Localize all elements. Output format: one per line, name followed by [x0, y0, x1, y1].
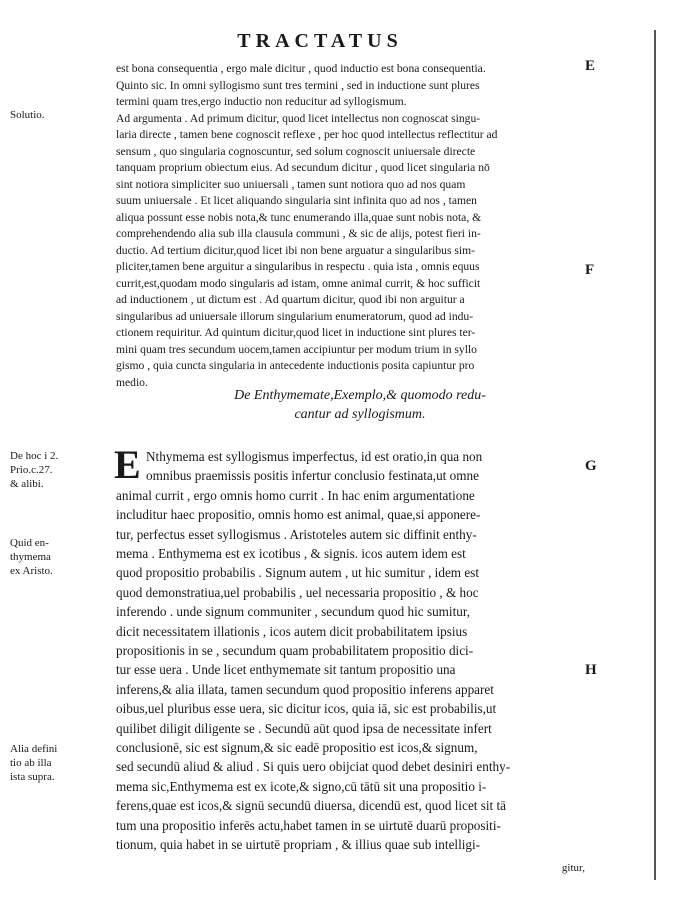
text-line: quod propositio probabilis . Signum autem , ut hic sumitur , idem est — [116, 565, 479, 581]
text-line: tur esse uera . Unde licet enthymemate sit tantum propositio una — [116, 662, 456, 678]
page-header: TRACTATUS — [237, 30, 403, 52]
margin-letter-f: F — [585, 262, 595, 278]
text-line: sint notiora simpliciter suo uniuersali , tamen sunt notiora quo ad nos quam — [116, 177, 466, 191]
text-line: est bona consequentia , ergo male dicitur , quod inductio est bona consequentia. — [116, 62, 486, 75]
side-note-alia-1: Alia defini — [10, 743, 58, 755]
side-note-ref-3: & alibi. — [10, 478, 44, 490]
margin-letter-h: H — [585, 662, 597, 678]
catchword: gitur, — [561, 862, 585, 874]
page-edge-line — [654, 30, 656, 880]
side-note-alia-2: tio ab illa — [10, 757, 52, 769]
text-line: ad inductionem , ut dictum est . Ad quartum dicitur, quod ibi non arguitur a — [116, 293, 465, 306]
text-line: conclusionē, sic est signum,& sic eadē propositio est icos,& signum, — [116, 740, 478, 755]
text-line: Quinto sic. In omni syllogismo sunt tres termini , sed in inductione sunt plures — [116, 78, 480, 92]
text-line: quod demonstratiua,uel probabilis , uel necessaria propositio , & hoc — [116, 584, 479, 600]
text-line: termini quam tres,ergo inductio non reducitur ad syllogismum. — [116, 95, 407, 108]
text-line: inferens,& alia illata, tamen secundum quod propositio inferens apparet — [116, 681, 494, 697]
text-line: aliqua possunt esse nobis nota,& tunc enumerando illa,quae sunt nobis nota, & — [116, 210, 482, 224]
text-line: sensum , quo singularia cognoscuntur, sed solum cognoscit uniuersale directe — [116, 144, 476, 158]
text-line: dicit necessitatem illationis , icos autem dicit probabilitatem ipsius — [116, 623, 468, 639]
margin-letter-e: E — [585, 58, 596, 74]
text-line: comprehendendo alia sub illa clausula communi , & sic de alijs, potest fieri in- — [116, 227, 481, 240]
text-line: quilibet diligit diligente se . Secundū aūt quod ipsa de necessitate infert — [116, 720, 492, 736]
side-note-quid-2: thymema — [10, 551, 51, 563]
side-note-ref-2: Prio.c.27. — [10, 464, 53, 476]
side-note-solutio: Solutio. — [10, 109, 45, 121]
text-line: ductio. Ad tertium dicitur,quod licet ibi non bene arguatur a singularibus sim- — [116, 243, 475, 257]
text-line: inferendo . unde signum communiter , secundum quod hic sumitur, — [116, 604, 471, 620]
text-line: currit,est,quodam modo singularis ad istam, omne animal currit, & hoc sufficit — [116, 276, 481, 290]
text-line: propositionis in se , secundum quam probabilitatem propositio dici- — [116, 643, 474, 658]
text-line: mema sic,Enthymema est ex icote,& signo,cū tātū sit una propositio i- — [116, 778, 487, 794]
side-note-alia-3: ista supra. — [10, 771, 55, 783]
text-line: tionum, quia habet in se uirtutē propriam , & illius quae sub intelligi- — [116, 837, 481, 852]
text-line: mema . Enthymema est ex icotibus , & signis. icos autem idem est — [116, 546, 466, 561]
text-line: sed secundū aliud & aliud . Si quis uero obijciat quod debet desiniri enthy- — [116, 759, 511, 775]
text-line: animal currit , ergo omnis homo currit . In hac enim argumentatione — [116, 487, 475, 503]
text-line: tur, perfectus esset syllogismus . Aristoteles autem sic diffinit enthy- — [116, 526, 477, 542]
text-line: Ad argumenta . Ad primum dicitur, quod licet intellectus non cognoscat singu- — [116, 111, 481, 125]
text-line: oibus,uel pluribus esse uera, sic dicitur icos, quia iā, sic est probabilis,ut — [116, 701, 497, 717]
text-line: mini quam tres secundum uocem,tamen accipiuntur per modum trium in syllo — [116, 342, 477, 356]
text-line: includitur haec propositio, omnis homo est animal, quae,si apponere- — [116, 507, 481, 523]
text-line: laria directe , tamen bene cognoscit reflexe , per hoc quod intellectus reflectitur ad — [116, 128, 498, 141]
text-line: tum una propositio inferēs actu,habet tamen in se uirtutē duarū propositi- — [116, 817, 501, 833]
section-title-line-1: De Enthymemate,Exemplo,& quomodo redu- — [234, 388, 486, 403]
text-line: suum uniuersale . Et licet aliquando singularia sint infinita quo ad nos , tamen — [116, 194, 477, 207]
text-line: ferens,quae est icos,& signū secundū diuersa, dicendū est, quod licet sit tā — [116, 798, 507, 814]
side-note-quid-3: ex Aristo. — [10, 565, 53, 577]
side-note-ref-1: De hoc i 2. — [10, 450, 59, 462]
text-line: medio. — [116, 375, 148, 389]
text-line: singularibus ad uniuersale illorum singularium enumeratorum, quod ad indu- — [116, 309, 474, 323]
text-line: ctionem requiritur. Ad quintum dicitur,quod licet in inductione sint plures ter- — [116, 326, 476, 339]
drop-cap-letter: E — [114, 442, 141, 487]
margin-letter-g: G — [585, 458, 597, 474]
text-line: gismo , quia cuncta singularia in antecedente inductionis posita capiuntur pro — [116, 359, 475, 372]
text-line: pliciter,tamen bene arguitur a singularibus in respectu . quia ista , omnis equus — [116, 260, 480, 273]
side-note-quid-1: Quid en- — [10, 537, 49, 549]
text-line: omnibus praemissis positis infertur conclusio festinata,ut omne — [146, 468, 479, 484]
text-line: Nthymema est syllogismus imperfectus, id est oratio,in qua non — [146, 449, 483, 464]
section-title-line-2: cantur ad syllogismum. — [294, 407, 426, 422]
text-line: tanquam proprium obiectum eius. Ad secundum dicitur , quod licet singularia nō — [116, 161, 490, 174]
